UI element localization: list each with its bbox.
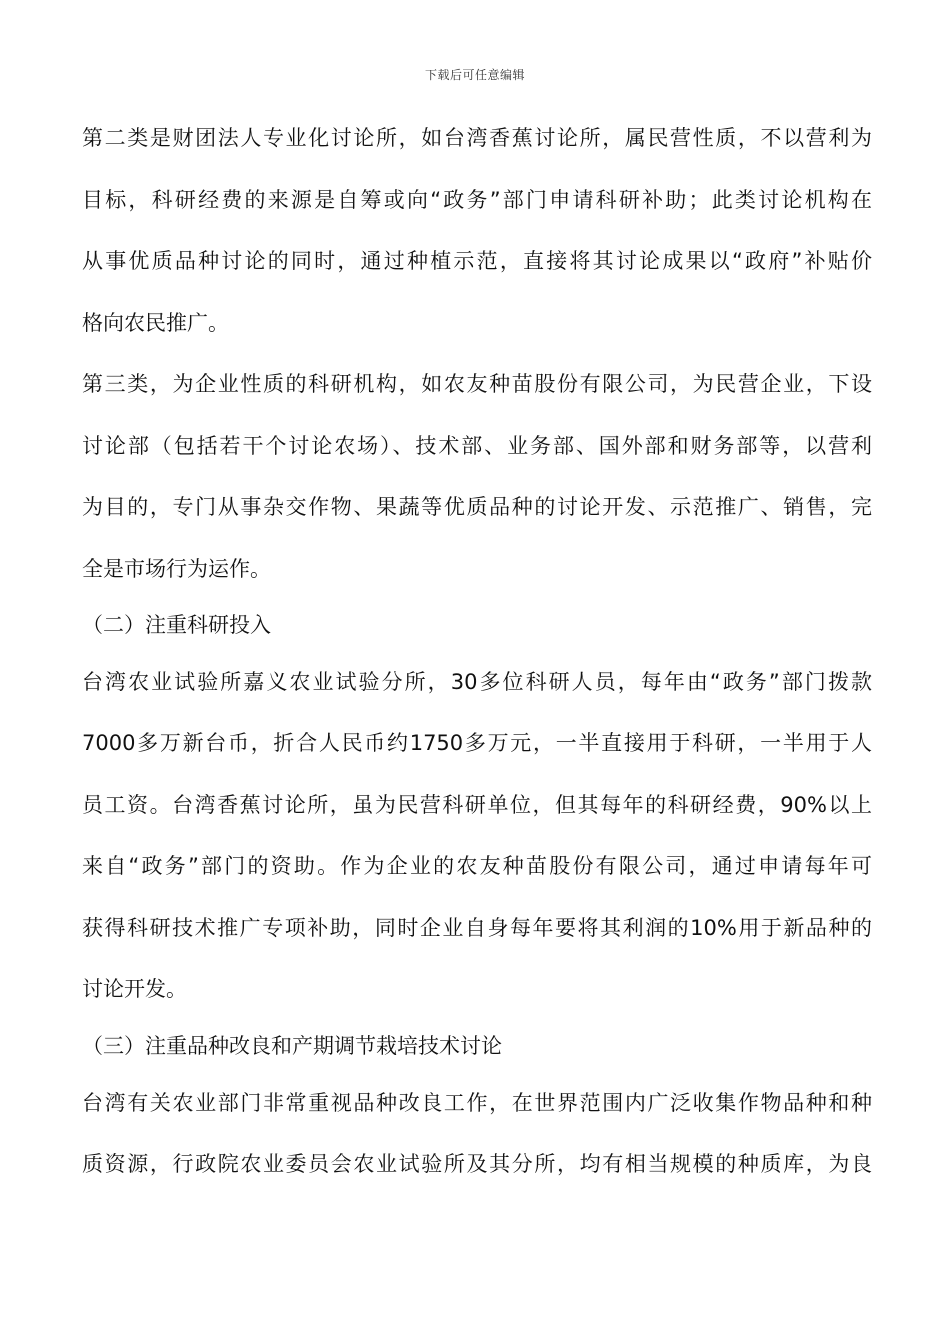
paragraph-line: 从事优质品种讨论的同时，通过种植示范，直接将其讨论成果以“政府”补贴价 xyxy=(82,249,872,273)
paragraph-line: 讨论开发。 xyxy=(82,977,187,1002)
paragraph-line: 第三类，为企业性质的科研机构，如农友种苗股份有限公司，为民营企业，下设 xyxy=(82,372,872,396)
header-note: 下载后可任意编辑 xyxy=(424,68,525,82)
paragraph-line: 质资源，行政院农业委员会农业试验所及其分所，均有相当规模的种质库，为良 xyxy=(82,1152,872,1177)
paragraph-line: 获得科研技术推广专项补助，同时企业自身每年要将其利润的10%用于新品种的 xyxy=(82,915,872,940)
paragraph-line: 第二类是财团法人专业化讨论所，如台湾香蕉讨论所，属民营性质，不以营利为 xyxy=(82,126,872,150)
paragraph-line: 来自“政务”部门的资助。作为企业的农友种苗股份有限公司，通过申请每年可 xyxy=(82,854,872,879)
paragraph-line: 台湾农业试验所嘉义农业试验分所，30多位科研人员，每年由“政务”部门拨款 xyxy=(82,669,872,694)
paragraph-line: 目标，科研经费的来源是自筹或向“政务”部门申请科研补助；此类讨论机构在 xyxy=(82,187,872,212)
document-body xyxy=(82,118,872,1206)
paragraph-line: 台湾有关农业部门非常重视品种改良工作，在世界范围内广泛收集作物品种和种 xyxy=(82,1090,872,1115)
section-heading: （二）注重科研投入 xyxy=(82,613,271,638)
paragraph-line: 格向农民推广。 xyxy=(82,310,229,335)
section-heading: （三）注重品种改良和产期调节栽培技术讨论 xyxy=(82,1034,502,1059)
paragraph-line: 全是市场行为运作。 xyxy=(82,556,271,581)
paragraph-line: 员工资。台湾香蕉讨论所，虽为民营科研单位，但其每年的科研经费，90%以上 xyxy=(82,792,872,817)
paragraph-line: 讨论部（包括若干个讨论农场）、技术部、业务部、国外部和财务部等，以营利 xyxy=(82,433,872,458)
paragraph-line: 为目的，专门从事杂交作物、果蔬等优质品种的讨论开发、示范推广、销售，完 xyxy=(82,495,872,519)
paragraph-line: 7000多万新台币，折合人民币约1750多万元，一半直接用于科研，一半用于人 xyxy=(82,731,872,756)
